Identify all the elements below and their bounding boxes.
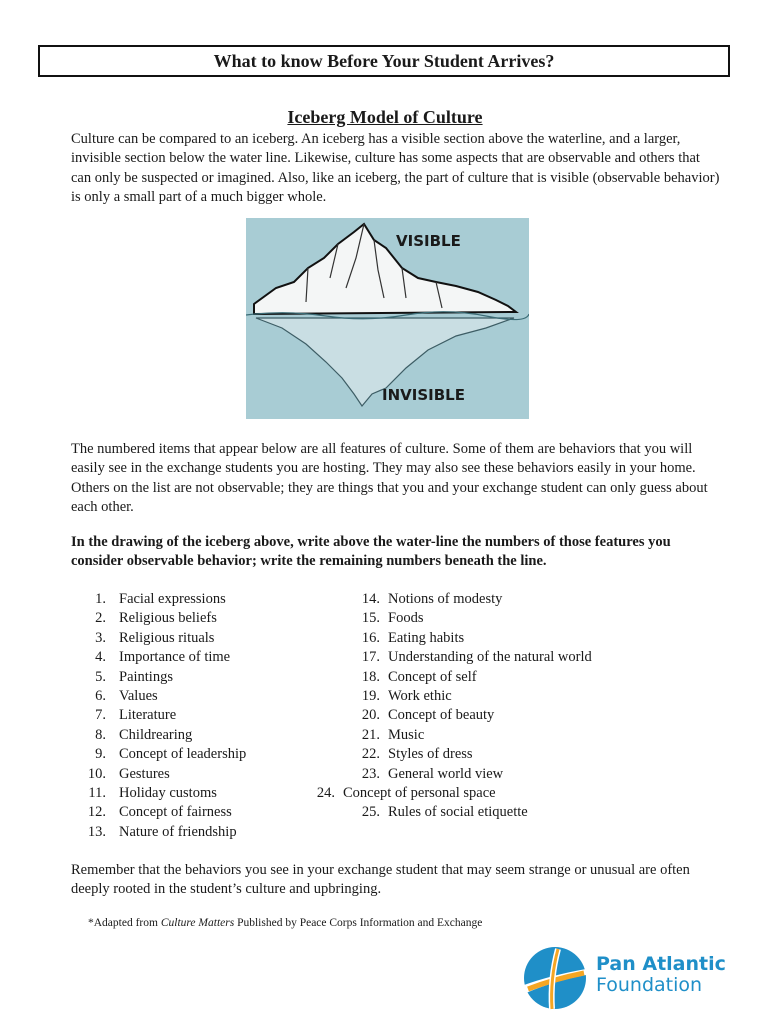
list-item-number: 21. xyxy=(361,726,380,743)
list-item-text: Religious beliefs xyxy=(119,610,217,627)
list-item-number: 8. xyxy=(95,726,106,743)
list-item-number: 20. xyxy=(361,707,380,724)
list-item xyxy=(80,590,246,609)
pan-atlantic-logo xyxy=(522,944,732,1012)
list-item-number: 18. xyxy=(361,668,380,685)
list-item xyxy=(316,609,592,628)
footnote-source: Culture Matters xyxy=(160,917,235,929)
list-item-number: 9. xyxy=(95,746,106,763)
list-item-number: 12. xyxy=(87,804,106,821)
list-item-text: Understanding of the natural world xyxy=(388,649,592,666)
list-item-number: 5. xyxy=(95,668,106,685)
intro-paragraph: Culture can be compared to an iceberg. An iceberg has a visible section above the waterline, and a larger, invisible section below the water line. Likewise, culture has some aspects that are observable and others that can only be suspected or imagined. Also, like an iceberg, the part of culture that is visible (observable behavior) is only a small part of a much bigger whole. xyxy=(71,131,720,205)
visible-label: VISIBLE xyxy=(396,232,461,250)
list-item-text: Gestures xyxy=(119,765,170,782)
list-item-text: Foods xyxy=(388,610,424,627)
logo-mark-icon xyxy=(522,945,588,1011)
list-item xyxy=(316,668,592,687)
list-item xyxy=(80,726,246,745)
list-item xyxy=(316,648,592,667)
list-item-text: Work ethic xyxy=(388,688,452,705)
features-list-left xyxy=(80,590,246,842)
list-item xyxy=(316,803,592,822)
list-item-text: Values xyxy=(119,688,158,705)
list-item-number: 4. xyxy=(95,649,106,666)
list-item xyxy=(80,609,246,628)
list-item-number: 24. xyxy=(316,785,335,802)
list-item-text: Facial expressions xyxy=(119,591,226,607)
closing-paragraph: Remember that the behaviors you see in your exchange student that may seem strange or unusual are often deeply rooted in the student’s culture and upbringing. xyxy=(71,862,690,898)
list-item-number: 7. xyxy=(95,707,106,724)
logo-line1: Pan Atlantic xyxy=(596,953,726,975)
list-item-text: General world view xyxy=(388,765,504,782)
list-item-text: Religious rituals xyxy=(119,629,215,646)
page-title: What to know Before Your Student Arrives? xyxy=(38,45,730,77)
list-item-number: 10. xyxy=(87,765,106,782)
list-item xyxy=(80,803,246,822)
list-item-number: 19. xyxy=(361,688,380,705)
list-item-text: Styles of dress xyxy=(388,746,473,763)
list-item xyxy=(316,726,592,745)
list-item xyxy=(316,784,592,803)
list-item-text: Holiday customs xyxy=(119,785,217,802)
list-item xyxy=(80,765,246,784)
iceberg-illustration xyxy=(246,218,529,419)
list-item xyxy=(316,629,592,648)
list-item xyxy=(80,823,246,842)
list-item-text: Importance of time xyxy=(119,649,231,666)
invisible-label: INVISIBLE xyxy=(382,386,465,404)
footnote-prefix: *Adapted from xyxy=(88,917,161,929)
list-item-text: Concept of leadership xyxy=(119,746,247,763)
list-item-number: 22. xyxy=(361,746,380,763)
list-item xyxy=(316,706,592,725)
list-item-number: 11. xyxy=(88,785,106,802)
list-item-number: 15. xyxy=(361,610,380,627)
list-item-text: Concept of personal space xyxy=(343,785,496,802)
list-item-text: Literature xyxy=(119,707,177,724)
footnote-suffix: Published by Peace Corps Information and Exchange xyxy=(234,917,483,929)
list-item-number: 6. xyxy=(95,688,106,705)
list-item-number: 3. xyxy=(95,629,106,646)
list-item xyxy=(80,629,246,648)
list-item xyxy=(316,687,592,706)
logo-line2: Foundation xyxy=(596,974,703,996)
list-item xyxy=(80,648,246,667)
list-item xyxy=(316,745,592,764)
features-paragraph: The numbered items that appear below are all features of culture. Some of them are behaviors that you will easily see in the exchange students you are hosting. They may also see these behaviors easily in your home. Others on the list are not observable; they are things that you and your exchange student can only guess about each other. xyxy=(71,441,708,515)
list-item-text: Paintings xyxy=(119,668,173,685)
list-item xyxy=(80,745,246,764)
list-item-number: 16. xyxy=(361,629,380,646)
list-item-number: 23. xyxy=(361,765,380,782)
list-item-number: 1. xyxy=(95,591,106,607)
list-item-text: Concept of self xyxy=(388,668,477,685)
list-item xyxy=(316,590,592,609)
list-item xyxy=(80,784,246,803)
list-item-number: 17. xyxy=(361,649,380,666)
footnote xyxy=(88,917,482,929)
list-item-text: Concept of fairness xyxy=(119,804,232,821)
list-item xyxy=(316,765,592,784)
list-item-text: Rules of social etiquette xyxy=(388,804,528,821)
list-item xyxy=(80,687,246,706)
list-item-text: Eating habits xyxy=(388,629,465,646)
list-item-number: 2. xyxy=(95,610,106,627)
list-item-text: Notions of modesty xyxy=(388,591,503,607)
list-item xyxy=(80,668,246,687)
section-heading: Iceberg Model of Culture xyxy=(287,107,483,127)
instruction-paragraph: In the drawing of the iceberg above, write above the water-line the numbers of those features you consider observable behavior; write the remaining numbers beneath the line. xyxy=(71,534,671,570)
list-item-text: Concept of beauty xyxy=(388,707,495,724)
list-item-text: Nature of friendship xyxy=(119,823,237,840)
list-item-text: Childrearing xyxy=(119,726,193,743)
list-item xyxy=(80,706,246,725)
list-item-number: 14. xyxy=(361,591,380,607)
list-item-number: 13. xyxy=(87,823,106,840)
list-item-text: Music xyxy=(388,726,425,743)
list-item-number: 25. xyxy=(361,804,380,821)
features-list-right xyxy=(316,590,592,823)
